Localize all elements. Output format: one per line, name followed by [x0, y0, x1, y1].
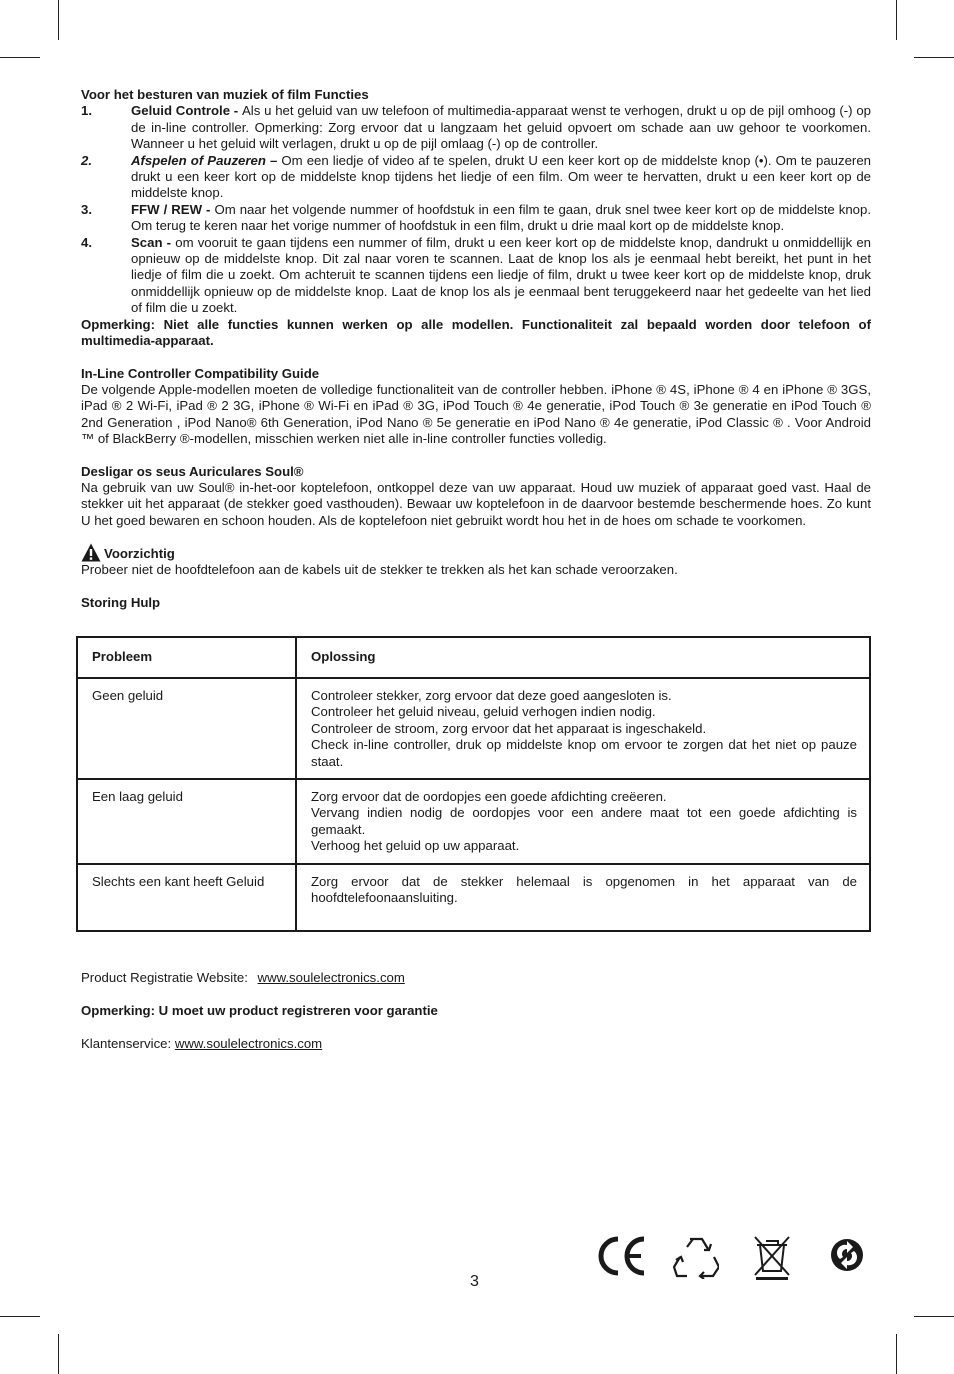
register-note: Opmerking: U moet uw product registreren voor garantie [81, 1003, 438, 1018]
page-number: 3 [470, 1273, 479, 1290]
green-dot-icon [829, 1235, 865, 1275]
disconnect-text: Na gebruik van uw Soul® in-het-oor koptelefoon, ontkoppel deze van uw apparaat. Houd uw muziek of apparaat goed vast. Haal de stekker uit het apparaat (de stekker goed vasthouden). Bewaar uw koptelefoon in de daarvoor bestemde beschermende hoes. Zo kunt U het goed bewaren en schoon houden. Als de koptelefoon niet gebruikt wordt hou het in de hoes om schade te voorkomen. [81, 479, 871, 528]
registration-label: Product Registratie Website: [81, 970, 248, 985]
crop-mark [914, 57, 954, 58]
service-label: Klantenservice: [81, 1036, 172, 1051]
step-number: 4. [81, 234, 92, 250]
step-text: Om naar het volgende nummer of hoofdstuk in een film te gaan, druk snel twee keer kort op de middelste knop. Om terug te keren naar het vorige nummer of hoofdstuk in een film, drukt u drie maal kort op de middelste knop. [131, 201, 871, 234]
crop-mark [58, 0, 59, 40]
troubleshoot-table [76, 636, 871, 932]
solution-cell [296, 678, 870, 779]
step-text: Om een liedje of video af te spelen, drukt U een keer kort op de middelste knop (•). Om te pauzeren drukt u een keer kort op de middelste knop tijdens het liedje of een film. Om weer te hervatten, drukt u een keer kort op de middelste knop. [131, 152, 871, 201]
solution-line: Zorg ervoor dat de oordopjes een goede afdichting creëeren. [311, 789, 667, 805]
solution-line: Verhoog het geluid op uw apparaat. [311, 838, 520, 854]
manual-content [81, 87, 871, 611]
caution-text: Probeer niet de hoofdtelefoon aan de kabels uit de stekker te trekken als het kan schade veroorzaken. [81, 562, 678, 578]
step-number: 1. [81, 103, 92, 119]
registration-link[interactable]: www.soulelectronics.com [257, 970, 405, 985]
step-label: Scan - [131, 234, 172, 250]
solution-line: Zorg ervoor dat de stekker helemaal is opgenomen in het apparaat van de hoofdtelefoonaansluiting. [311, 873, 857, 906]
column-header-problem: Probleem [77, 637, 296, 678]
list-item [81, 103, 871, 152]
solution-line: Vervang indien nodig de oordopjes voor een andere maat tot een goede afdichting is gemaakt. [311, 805, 857, 837]
crop-mark [896, 1334, 897, 1374]
disconnect-heading: Desligar os seus Auriculares Soul® [81, 463, 304, 479]
list-item [81, 235, 871, 317]
crop-mark [0, 57, 40, 58]
table-row [77, 678, 870, 779]
music-steps [81, 103, 871, 316]
crop-mark [914, 1316, 954, 1317]
compat-heading: In-Line Controller Compatibility Guide [81, 365, 320, 381]
registration-line [81, 970, 871, 986]
list-item [81, 202, 871, 235]
table-row [77, 779, 870, 864]
weee-crossed-bin-icon [752, 1235, 792, 1281]
service-line [81, 1036, 871, 1052]
service-link[interactable]: www.soulelectronics.com [174, 1036, 323, 1051]
problem-cell: Een laag geluid [77, 779, 296, 864]
problem-cell: Slechts een kant heeft Geluid [77, 864, 296, 931]
step-text: Als u het geluid van uw telefoon of multimedia-apparaat wenst te verhogen, drukt u op de pijl omhoog (-) op de in-line controller. Opmerking: Zorg ervoor dat u langzaam het geluid opvoert om schade aan uw gehoor te voorkomen. Wanneer u het geluid wilt verlagen, drukt u op de pijl omlaag (-) op de controller. [131, 103, 871, 152]
solution-line: Check in-line controller, druk op middelste knop om ervoor te zorgen dat het niet op pauze staat. [311, 737, 857, 769]
solution-cell [296, 779, 870, 864]
step-text: om vooruit te gaan tijdens een nummer of film, drukt u een keer kort op de middelste knop, dandrukt u onmiddellijk en opnieuw op de middelste knop. Dit zal naar voren te scannen. Laat de knop los als je eenmaal hebt bereikt, het punt in het liedje of film die u zoekt. Om achteruit te scannen tijdens een liedje of film, drukt u twee keer kort op de middelste knop, druk onmiddellijk opnieuw op de middelste knop. Laat de knop los als je eenmaal bent teruggekeerd naar het gedeelte van het lied of film die u zoekt. [131, 234, 871, 316]
music-note: Opmerking: Niet alle functies kunnen werken op alle modellen. Functionaliteit zal bepaald worden door telefoon of multimedia-apparaat. [81, 316, 871, 349]
crop-mark [896, 0, 897, 40]
ce-mark-icon [598, 1235, 648, 1277]
table-header-row [77, 637, 870, 678]
list-item [81, 153, 871, 202]
caution-heading-row [81, 543, 871, 562]
solution-line: Controleer het geluid niveau, geluid verhogen indien nodig. [311, 704, 656, 720]
warning-icon [81, 543, 101, 562]
crop-mark [58, 1334, 59, 1374]
crop-mark [0, 1316, 40, 1317]
step-label: Geluid Controle - [131, 103, 242, 119]
step-number: 2. [81, 152, 92, 168]
table-row [77, 864, 870, 931]
compat-text: De volgende Apple-modellen moeten de volledige functionaliteit van de controller hebben. iPhone ® 4S, iPhone ® 4 en iPhone ® 3GS, iPad ® 2 Wi-Fi, iPad ® 2 3G, iPhone ® Wi-Fi en iPad ® 3G, iPod Touch ® 4e generatie, iPod Touch ® 3e generatie en iPod Touch ® 2nd Generation , iPod Nano® 6th Generation, iPod Nano ® 5e generatie en iPod Nano ® 4e generatie, iPod Classic ® . Voor Android ™ of BlackBerry ®-modellen, misschien werken niet alle in-line controller functies volledig. [81, 381, 871, 447]
troubleshoot-heading: Storing Hulp [81, 594, 161, 610]
solution-cell [296, 864, 870, 931]
solution-line: Controleer stekker, zorg ervoor dat deze goed aangesloten is. [311, 688, 672, 703]
solution-line: Controleer de stroom, zorg ervoor dat het apparaat is ingeschakeld. [311, 720, 707, 736]
caution-heading: Voorzichtig [104, 545, 175, 561]
problem-cell: Geen geluid [77, 678, 296, 779]
step-number: 3. [81, 201, 92, 217]
music-heading: Voor het besturen van muziek of film Functies [81, 87, 369, 102]
column-header-solution: Oplossing [296, 637, 870, 678]
recycle-icon [673, 1235, 719, 1279]
step-label: Afspelen of Pauzeren – [131, 152, 278, 168]
step-label: FFW / REW - [131, 201, 211, 217]
